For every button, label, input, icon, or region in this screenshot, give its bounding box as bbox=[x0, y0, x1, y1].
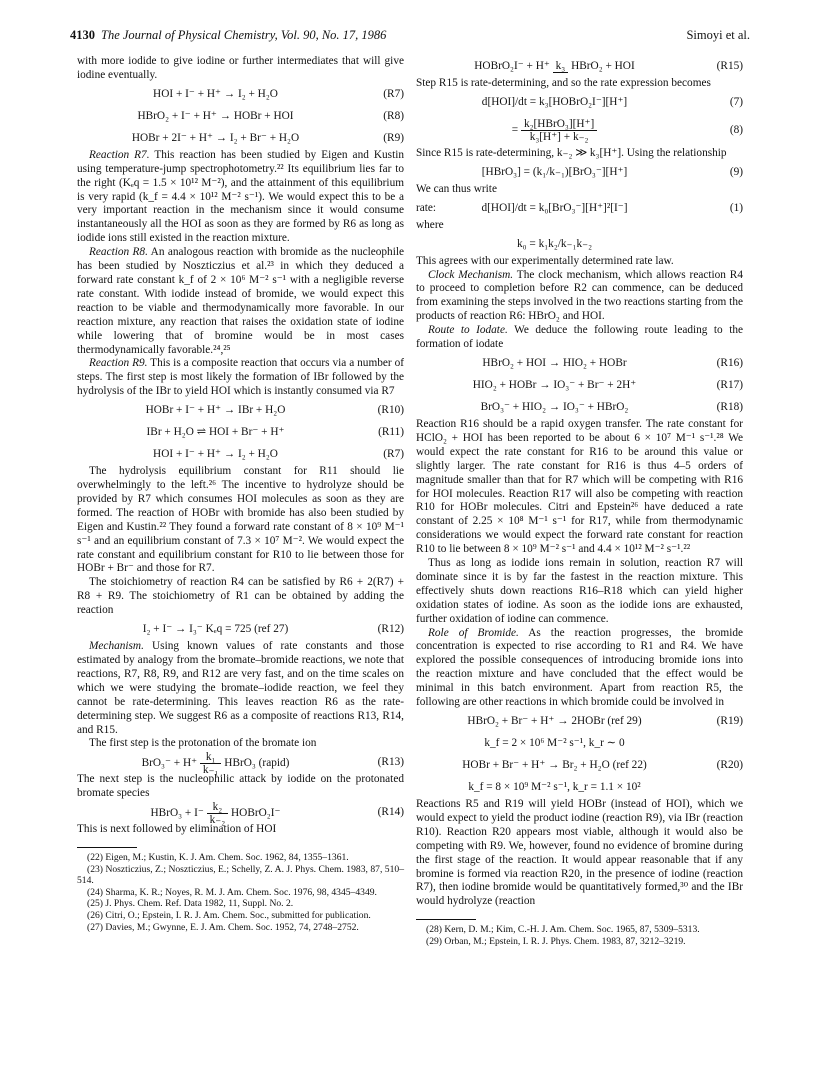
equation-7 bbox=[416, 91, 743, 113]
equation-body: HOBr + I⁻ + H⁺ → IBr + H₂O bbox=[145, 404, 286, 417]
paragraph-text: The clock mechanism, which allows reaction R4 to proceed to completion before R2 can commence, can be deduced from examining the steps involved in the two reactions starting from the products of reaction R6: HBrO₂ and HOI. bbox=[416, 268, 743, 323]
equation-body: d[HOI]/dt = k₀[BrO₃⁻][H⁺]²[I⁻] bbox=[481, 201, 628, 214]
right-column bbox=[416, 55, 743, 947]
footnote: (23) Noszticzius, Z.; Noszticzius, E.; Schelly, Z. A. J. Phys. Chem. 1983, 87, 510–514. bbox=[77, 863, 404, 887]
equation-tag: (R13) bbox=[377, 756, 404, 769]
equation-r16 bbox=[416, 352, 743, 374]
run-in-heading: Reaction R8. bbox=[89, 246, 148, 259]
paragraph-text: An analogous reaction with bromide as the nucleophile has been studied by Noszticzius et al.²³ in which they deduced a forward rate constant k_f of 2 × 10⁶ M⁻² s⁻¹ with a negligible reverse rate constant. With iodide instead of bromide, we would expect this reaction to be viable and thermodynamically more favorable. In our reaction mixture, any reaction that raises the oxidation state of iodine while lowering that of bromine would be in most cases thermodynamically favorable.²⁴,²⁵ bbox=[77, 246, 404, 356]
equation-r20 bbox=[416, 754, 743, 776]
equation-lhs: BrO₃⁻ + H⁺ bbox=[141, 757, 200, 770]
equation-r20-constants bbox=[416, 776, 743, 798]
equation-tag: (7) bbox=[729, 95, 743, 108]
equation-body: [HBrO₃] = (k₁/k₋₁)[BrO₃⁻][H⁺] bbox=[481, 165, 628, 178]
equation-8 bbox=[416, 113, 743, 147]
paragraph-text: This reaction has been studied by Eigen and Kustin using temperature-jump spectrophotometry.²² Its equilibrium lies far to the right (Kₑq = 1.5 × 10¹² M⁻²), and the attainment of this equilibrium is very rapid (k_f = 4.4 × 10¹² M⁻² s⁻¹). We would expect this to be a very important reaction in the mechanism since it would consume instantaneously all the HOI as soon as they are formed by R6 as long as iodide ions still existed in the reaction mixture. bbox=[77, 148, 405, 245]
footnote-rule bbox=[77, 847, 137, 848]
equation-rhs: HOBrO₂I⁻ bbox=[228, 807, 281, 820]
paragraph-mechanism bbox=[77, 640, 404, 737]
equation-body bbox=[77, 801, 354, 826]
footnote: (29) Orban, M.; Epstein, I. R. J. Phys. Chem. 1983, 87, 3212–3219. bbox=[426, 935, 686, 947]
rate-reverse: k₋₁ bbox=[202, 764, 219, 777]
footnote: (26) Citri, O.; Epstein, I. R. J. Am. Chem. Soc., submitted for publication. bbox=[87, 910, 371, 922]
equation-tag: (R17) bbox=[716, 378, 743, 391]
equation-tag: (R20) bbox=[716, 759, 743, 771]
equation-tag: (R18) bbox=[716, 400, 743, 413]
run-in-heading: Clock Mechanism. bbox=[428, 268, 514, 281]
run-in-heading: Role of Bromide. bbox=[428, 626, 519, 639]
equation-body: k_f = 2 × 10⁶ M⁻² s⁻¹, k_r ∼ 0 bbox=[484, 737, 625, 749]
forward-arrow bbox=[553, 60, 569, 73]
equation-tag: (9) bbox=[729, 165, 743, 178]
equation-body: d[HOI]/dt = k₃[HOBrO₂I⁻][H⁺] bbox=[481, 95, 628, 108]
equation-rhs: HBrO₃ (rapid) bbox=[221, 757, 290, 770]
equation-body: k₀ = k₁k₂/k₋₁k₋₂ bbox=[516, 237, 593, 250]
equation-body bbox=[416, 55, 693, 77]
header-authors: Simoyi et al. bbox=[686, 28, 750, 42]
equation-r10 bbox=[77, 399, 404, 421]
paragraph-reaction-r9 bbox=[77, 357, 404, 399]
equation-tag: (R10) bbox=[377, 404, 404, 417]
equation-tag: (8) bbox=[729, 123, 743, 136]
paragraph-route-to-iodate bbox=[416, 324, 743, 352]
equation-r9 bbox=[77, 127, 404, 149]
paragraph: The first step is the protonation of the bromate ion bbox=[89, 737, 317, 750]
equilibrium-arrow bbox=[200, 751, 222, 776]
equation-r17 bbox=[416, 374, 743, 396]
footnote: (25) J. Phys. Chem. Ref. Data 1982, 11, Suppl. No. 2. bbox=[87, 898, 294, 910]
footnote: (22) Eigen, M.; Kustin, K. J. Am. Chem. Soc. 1962, 84, 1355–1361. bbox=[87, 852, 349, 864]
equation-tag: (R16) bbox=[716, 356, 743, 369]
equation-body: k_f = 8 × 10⁹ M⁻² s⁻¹, k_r = 1.1 × 10² bbox=[468, 781, 641, 793]
equation-body: HOBr + 2I⁻ + H⁺ → I₂ + Br⁻ + H₂O bbox=[131, 131, 300, 144]
denominator: k₃[H⁺] + k₋₂ bbox=[529, 130, 589, 143]
journal-citation: The Journal of Physical Chemistry, Vol. 90, No. 17, 1986 bbox=[101, 28, 387, 42]
paragraph-text: This is a composite reaction that occurs via a number of steps. The first step is most likely the formation of IBr followed by the hydrolysis of the IBr to yield HOI which is instantly consumed via R7 bbox=[77, 357, 404, 398]
equation-r19-constants bbox=[416, 732, 743, 754]
run-in-heading: Reaction R7. bbox=[89, 148, 150, 161]
page-number: 4130 bbox=[70, 28, 95, 42]
equation-tag: (1) bbox=[729, 201, 743, 214]
equation-body: I₂ + I⁻ → I₃⁻ Kₑq = 725 (ref 27) bbox=[142, 623, 289, 636]
equation-r8 bbox=[77, 105, 404, 127]
equation-r18 bbox=[416, 396, 743, 418]
run-in-heading: Mechanism. bbox=[89, 640, 144, 653]
equals-sign: = bbox=[511, 123, 521, 136]
equation-tag: (R11) bbox=[378, 426, 404, 439]
equation-body: BrO₃⁻ + HIO₂ → IO₃⁻ + HBrO₂ bbox=[480, 400, 629, 413]
paragraph: The next step is the nucleophilic attack by iodide on the protonated bromate species bbox=[77, 773, 404, 800]
equation-r13 bbox=[77, 751, 404, 777]
page-header bbox=[70, 28, 750, 46]
paragraph-text: Using known values of rate constants and those estimated by analogy from the bromate–bromide reactions, we note that reactions, R7, R8, R9, and R12 are very fast, and on the time scales on which we were studying the bromate–iodide reaction, we feel they cannot be rate-determining. This leaves reaction R6 as the rate-determining step. We suggest R6 as a composite of reactions R13, R14, and R15. bbox=[77, 640, 404, 736]
equilibrium-arrow bbox=[207, 801, 229, 826]
run-in-heading: Route to Iodate. bbox=[428, 324, 508, 337]
footnotes-left bbox=[77, 852, 404, 933]
left-column bbox=[77, 55, 404, 933]
rate-forward: k₃ bbox=[553, 60, 569, 73]
footnote: (27) Davies, M.; Gwynne, E. J. Am. Chem. Soc. 1952, 74, 2748–2752. bbox=[87, 921, 359, 933]
equation-body: HBrO₂ + HOI → HIO₂ + HOBr bbox=[482, 356, 627, 369]
paragraph: Since R15 is rate-determining, k₋₂ ≫ k₃[H⁺]. Using the relationship bbox=[416, 146, 727, 159]
paragraph-reaction-r7 bbox=[77, 149, 404, 246]
equation-r15 bbox=[416, 55, 743, 77]
paragraph-reaction-r8 bbox=[77, 246, 404, 357]
equation-r12 bbox=[77, 618, 404, 640]
paragraph: with more iodide to give iodine or further intermediates that will give iodine eventually. bbox=[77, 55, 404, 81]
equation-body: IBr + H₂O ⇌ HOI + Br⁻ + H⁺ bbox=[146, 426, 285, 439]
header-left bbox=[70, 28, 386, 43]
equation-tag: (R9) bbox=[383, 131, 404, 144]
equation-r7-repeat bbox=[77, 443, 404, 465]
equation-r11 bbox=[77, 421, 404, 443]
paragraph: This agrees with our experimentally determined rate law. bbox=[416, 254, 674, 267]
numerator: k₂[HBrO₃][H⁺] bbox=[521, 118, 597, 131]
rate-label: rate: bbox=[416, 201, 437, 214]
equation-body bbox=[416, 113, 693, 147]
paragraph-clock-mechanism bbox=[416, 269, 743, 325]
paragraph: The hydrolysis equilibrium constant for R11 should lie overwhelmingly to the left.²⁶ The incentive to hydrolyze should be provided by R7 which consumes HOI molecules as soon as they are formed. The reaction of HOBr with bromide has also been studied by Eigen and Kustin.²² They found a forward rate constant of 8 × 10⁹ M⁻¹ s⁻¹ and an equilibrium constant of 7.3 × 10⁷ M⁻². We would expect the rate constant and equilibrium constant for R10 to lie between those for HOBr + Br⁻ and those for R7. bbox=[77, 465, 404, 575]
equation-k0 bbox=[416, 233, 743, 255]
equation-tag: (R7) bbox=[383, 87, 404, 100]
paragraph-role-of-bromide bbox=[416, 627, 743, 710]
equation-tag: (R7) bbox=[383, 448, 404, 461]
paragraph: This is next followed by elimination of HOI bbox=[77, 823, 277, 836]
equation-rhs: HBrO₂ + HOI bbox=[568, 60, 635, 72]
fraction bbox=[521, 118, 597, 143]
footnote-rule bbox=[416, 919, 476, 920]
paragraph: The stoichiometry of reaction R4 can be satisfied by R6 + 2(R7) + R8 + R9. The stoichiometry of R1 can be obtained by adding the reaction bbox=[77, 576, 404, 617]
equation-tag: (R8) bbox=[383, 109, 404, 122]
equation-lhs: HBrO₃ + I⁻ bbox=[150, 807, 207, 820]
equation-r19 bbox=[416, 710, 743, 732]
rate-reverse: k₋₂ bbox=[209, 814, 226, 827]
equation-body: HOI + I⁻ + H⁺ → I₂ + H₂O bbox=[153, 448, 278, 461]
equation-tag: (R19) bbox=[716, 715, 743, 727]
paragraph: Reactions R5 and R19 will yield HOBr (instead of HOI), which we would expect to yield the product iodine (reaction R9), via IBr (reaction R10). Reaction R20 appears most viable, although it would also be competing with R9. We, however, found no evidence of bromine during the first stage of the reaction. It would appear reasonable that if any bromine is formed via reaction R20, in the presence of iodine (reaction R7), then iodine bromide would be quantitatively formed,³⁰ and the IBr would hydrolyze (reaction bbox=[416, 798, 743, 908]
equation-body: HOI + I⁻ + H⁺ → I₂ + H₂O bbox=[153, 87, 278, 100]
footnote: (24) Sharma, K. R.; Noyes, R. M. J. Am. Chem. Soc. 1976, 98, 4345–4349. bbox=[87, 886, 377, 898]
paragraph: We can thus write bbox=[416, 182, 497, 195]
equation-body bbox=[77, 751, 354, 776]
equation-body: HIO₂ + HOBr → IO₃⁻ + Br⁻ + 2H⁺ bbox=[472, 378, 637, 391]
equation-tag: (R15) bbox=[716, 60, 743, 72]
rate-forward: k₁ bbox=[200, 751, 222, 764]
equation-body: HBrO₂ + Br⁻ + H⁺ → 2HOBr (ref 29) bbox=[467, 715, 642, 727]
equation-r7 bbox=[77, 83, 404, 105]
paragraph-text: We deduce the following route leading to the formation of iodate bbox=[416, 324, 743, 351]
paragraph: Step R15 is rate-determining, and so the rate expression becomes bbox=[416, 77, 711, 89]
paragraph: Thus as long as iodide ions remain in solution, reaction R7 will dominate since it is by far the fastest in the reaction mixture. This effectively shuts down reactions R16–R18 which can yield higher oxidation states of iodine. As soon as the iodide ions are exhausted, further oxidation of iodine can commence. bbox=[416, 557, 743, 625]
paragraph-text: As the reaction progresses, the bromide concentration is expected to rise according to R1 and R4. We have explored the possible consequences of introducing bromide ions into the reaction mixture and have concluded that the effect would be minimal in this batch environment. Apart from reaction R5, the following are other reactions in which bromide could be involved in bbox=[416, 626, 744, 709]
equation-body: HOBr + Br⁻ + H⁺ → Br₂ + H₂O (ref 22) bbox=[462, 759, 647, 771]
equation-9 bbox=[416, 161, 743, 183]
equation-body: HBrO₂ + I⁻ + H⁺ → HOBr + HOI bbox=[137, 109, 294, 122]
equation-tag: (R14) bbox=[377, 806, 404, 819]
footnotes-right bbox=[416, 924, 743, 947]
equation-lhs: HOBrO₂I⁻ + H⁺ bbox=[474, 60, 553, 72]
footnote: (28) Kern, D. M.; Kim, C.-H. J. Am. Chem. Soc. 1965, 87, 5309–5313. bbox=[426, 924, 700, 936]
equation-1 bbox=[416, 197, 743, 219]
equation-tag: (R12) bbox=[377, 623, 404, 636]
paragraph: Reaction R16 should be a rapid oxygen transfer. The rate constant for HClO₂ + HOI has been reported to be about 6 × 10⁷ M⁻¹ s⁻¹.²⁸ We would expect the rate constant for R16 to be around this value or slightly larger. The rate constant for R16 is thus 4–5 orders of magnitude smaller than that for R7 which will be competing with R16 for HOI molecules. Reaction R17 will also be competing with reaction R10 for HOBr molecules. Citri and Epstein²⁶ have deduced a rate constant of 2.25 × 10⁸ M⁻¹ s⁻¹ for R17, while from thermodynamic considerations we would expect the forward rate constant for reaction R10 to lie between 8 × 10⁹ M⁻² s⁻¹ and 4.4 × 10¹² M⁻² s⁻¹.²² bbox=[416, 417, 743, 556]
rate-forward: k₂ bbox=[207, 801, 229, 814]
paragraph: where bbox=[416, 218, 444, 231]
equation-r14 bbox=[77, 801, 404, 827]
run-in-heading: Reaction R9. bbox=[89, 357, 148, 370]
